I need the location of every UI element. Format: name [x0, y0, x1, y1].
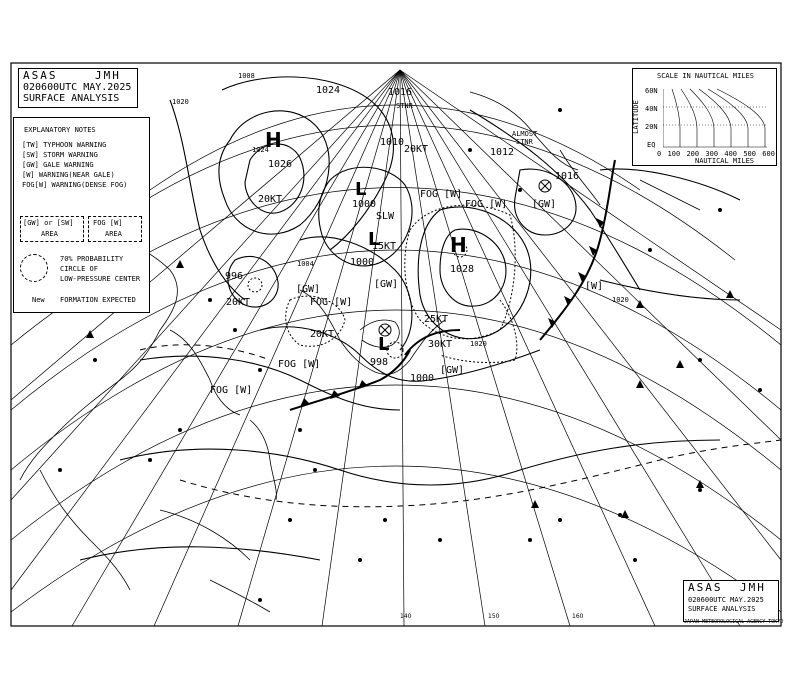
- isobar-label: 1000: [410, 373, 435, 384]
- probability-circle-icon: [20, 254, 48, 282]
- probability-line: LOW-PRESSURE CENTER: [60, 275, 141, 283]
- low-value: 1010: [380, 137, 405, 148]
- isobar-label: 1020: [172, 98, 189, 106]
- nm-tick: 400: [724, 150, 738, 158]
- area-example-left: [GW] or [SW] AREA: [20, 216, 84, 242]
- nm-tick: 300: [705, 150, 719, 158]
- fog-warning: FOG [W]: [310, 297, 353, 308]
- wind-label: 20KT: [310, 329, 335, 340]
- header-agency-code: ASAS: [688, 581, 723, 594]
- low-letter: L: [368, 229, 380, 250]
- wind-label: 30KT: [428, 339, 453, 350]
- high-value: 1024: [316, 85, 341, 96]
- high-letter: H: [450, 233, 467, 257]
- slow-label: SLW: [376, 211, 395, 222]
- probability-line: CIRCLE OF: [60, 265, 98, 273]
- explanatory-title: EXPLANATORY NOTES: [24, 126, 96, 134]
- station-triangles: [86, 257, 734, 606]
- header-datetime: 020600UTC MAY.2025: [23, 82, 132, 93]
- scale-title: SCALE IN NAUTICAL MILES: [657, 72, 754, 80]
- note-row-near-gale: [W] WARNING(NEAR GALE): [22, 171, 115, 179]
- low-value: 998: [370, 357, 389, 368]
- agency-name: JAPAN METEOROLOGICAL AGENCY TOKYO: [684, 619, 784, 625]
- gale-warning: [GW]: [440, 365, 465, 376]
- lon-label-140: 140: [400, 613, 412, 620]
- nm-tick: 200: [686, 150, 700, 158]
- low-value: 1000: [352, 199, 377, 210]
- wind-label: 20KT: [404, 144, 429, 155]
- wind-label: 25KT: [424, 314, 449, 325]
- isobar-label: 1024: [252, 146, 269, 154]
- lon-label-150: 150: [488, 613, 500, 620]
- nm-tick: 500: [743, 150, 756, 158]
- scale-box: [632, 68, 777, 166]
- low-value: 996: [225, 271, 244, 282]
- nm-tick: 0: [657, 150, 662, 158]
- scale-axis-label: LATITUDE: [631, 100, 640, 134]
- nm-tick: 600: [762, 150, 775, 158]
- stnr-label: STNR: [516, 138, 533, 146]
- header-title: SURFACE ANALYSIS: [23, 93, 120, 104]
- high-value: 1012: [490, 147, 515, 158]
- nm-tick: 100: [667, 150, 681, 158]
- fog-warning: FOG [W]: [420, 189, 463, 200]
- scale-curves: [663, 85, 769, 149]
- isobar-label: 1020: [470, 340, 487, 348]
- high-value: 1028: [450, 264, 475, 275]
- note-row-storm: [SW] STORM WARNING: [22, 151, 98, 159]
- lat-tick: 40N: [645, 105, 658, 113]
- scale-x-label: NAUTICAL MILES: [695, 157, 755, 165]
- high-value: 1026: [268, 159, 293, 170]
- new-label: New: [32, 296, 45, 304]
- explanatory-notes: [13, 117, 150, 313]
- header-issuer: JMH: [740, 581, 766, 594]
- almost-label: ALMOST: [512, 130, 538, 138]
- gale-warning: [GW]: [296, 284, 321, 295]
- area-example-right: FOG [W] AREA: [88, 216, 142, 242]
- wind-label: 20KT: [258, 194, 283, 205]
- wind-label: 15KT: [372, 241, 397, 252]
- header-issuer: JMH: [95, 69, 121, 82]
- isobar-label: 1004: [297, 260, 314, 268]
- header-title: SURFACE ANALYSIS: [688, 605, 756, 613]
- high-value: 1016: [388, 87, 413, 98]
- gale-warning: [GW]: [532, 199, 557, 210]
- new-text: FORMATION EXPECTED: [60, 296, 136, 304]
- isobar-label: 1020: [612, 296, 629, 304]
- lat-tick: 20N: [645, 123, 658, 131]
- wind-label: 20KT: [226, 297, 251, 308]
- header-agency-code: ASAS: [23, 69, 58, 82]
- header-datetime: 020600UTC MAY.2025: [688, 596, 764, 604]
- header-bottom: [683, 580, 779, 622]
- fog-warning: FOG [W]: [465, 199, 508, 210]
- low-letter: L: [355, 179, 367, 200]
- gale-warning: [GW]: [374, 279, 399, 290]
- low-letter: L: [378, 334, 390, 355]
- note-row-dense-fog: FOG[W] WARNING(DENSE FOG): [22, 181, 128, 189]
- probability-line: 70% PROBABILITY: [60, 255, 124, 263]
- stnr-label: STNR: [396, 102, 413, 110]
- note-row-typhoon: [TW] TYPHOON WARNING: [22, 141, 107, 149]
- low-value: 1000: [350, 257, 375, 268]
- lat-tick: EQ: [647, 141, 656, 149]
- header-top: [18, 68, 138, 108]
- fog-warning: FOG [W]: [210, 385, 253, 396]
- near-gale-warning: [W]: [585, 281, 604, 292]
- high-letter: H: [265, 128, 282, 152]
- lat-tick: 60N: [645, 87, 658, 95]
- fog-warning: FOG [W]: [278, 359, 321, 370]
- station-marks: [58, 108, 762, 602]
- note-row-gale: [GW] GALE WARNING: [22, 161, 94, 169]
- isobar-label: 1008: [238, 72, 255, 80]
- isobar-label: 1016: [555, 171, 580, 182]
- lon-label-160: 160: [572, 613, 584, 620]
